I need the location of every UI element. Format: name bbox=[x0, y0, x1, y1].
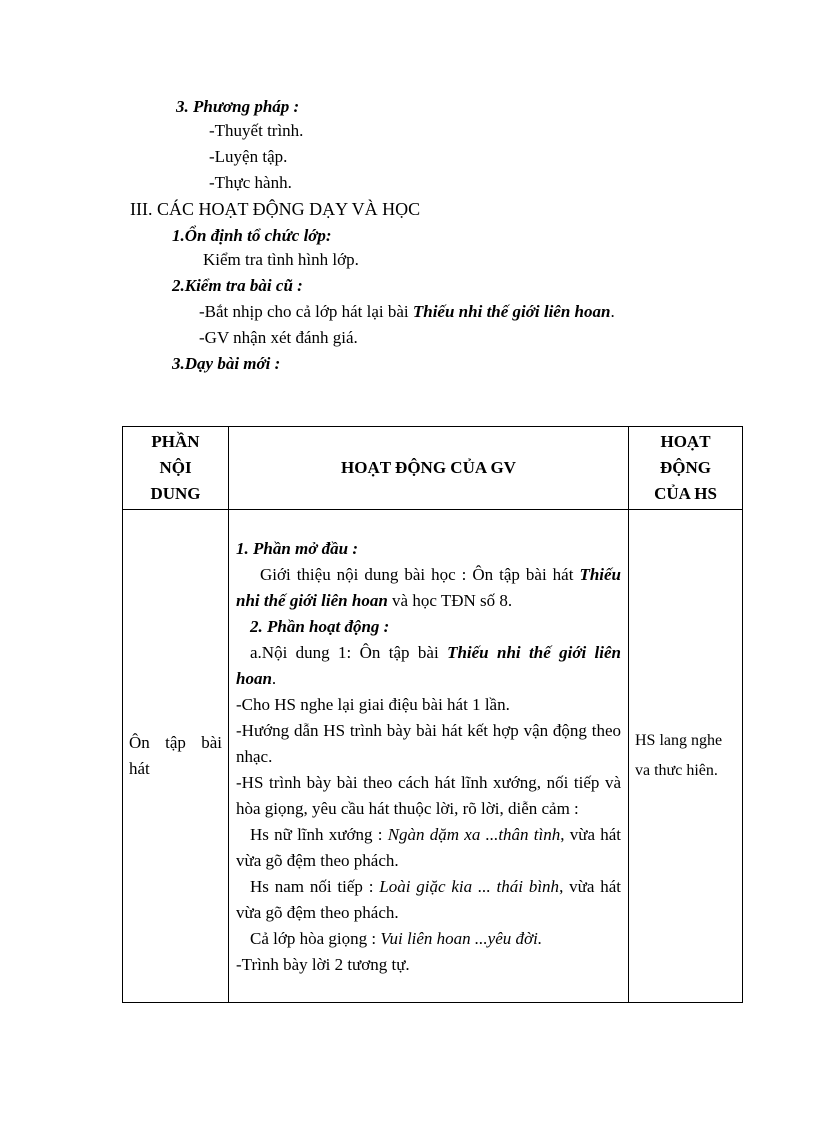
header-student bbox=[629, 427, 743, 510]
part2-heading: 2. Phần hoạt động : bbox=[250, 617, 390, 636]
teacher-step: -HS trình bày bài theo cách hát lĩnh xướng, nối tiếp và hòa giọng, yêu cầu hát thuộc lời, rõ lời, diễn cảm : bbox=[236, 773, 621, 818]
step-suffix: , vừa hát vừa gõ đệm theo phách. bbox=[236, 825, 621, 870]
method-item: -Luyện tập. bbox=[209, 147, 288, 166]
teacher-activity-cell bbox=[229, 510, 629, 1003]
part1-text-a: Giới thiệu nội dung bài học : Ôn tập bài hát bbox=[260, 565, 580, 584]
step-suffix: , vừa hát vừa gõ đệm theo phách. bbox=[236, 877, 622, 922]
content-cell: Ôn tập bài hát bbox=[123, 510, 229, 1003]
header-line: NỘI bbox=[159, 458, 192, 477]
header-line: DUNG bbox=[150, 484, 201, 503]
step1-heading: 1.Ổn định tổ chức lớp: bbox=[172, 226, 332, 245]
header-line: ĐỘNG bbox=[660, 458, 711, 477]
teacher-step-female bbox=[236, 822, 621, 874]
content-a-prefix: a.Nội dung 1: Ôn tập bài bbox=[250, 643, 448, 662]
step2-line1-suffix: . bbox=[610, 302, 615, 321]
song-title: Thiếu nhi thế giới liên hoan bbox=[236, 565, 621, 610]
table-row bbox=[123, 510, 743, 1003]
teacher-step: -Trình bày lời 2 tương tự. bbox=[236, 955, 410, 974]
lyric: Ngàn dặm xa ...thân tình bbox=[387, 825, 561, 844]
header-teacher: HOẠT ĐỘNG CỦA GV bbox=[229, 427, 629, 510]
step2-heading: 2.Kiểm tra bài cũ : bbox=[172, 276, 303, 295]
teacher-step-male bbox=[236, 874, 621, 926]
song-title: Thiếu nhi thế giới liên hoan bbox=[412, 302, 611, 321]
header-line: CỦA HS bbox=[654, 484, 717, 503]
method-item: -Thuyết trình. bbox=[209, 121, 304, 140]
part1-text bbox=[236, 562, 621, 614]
teacher-step: -Hướng dẫn HS trình bày bài hát kết hợp vận động theo nhạc. bbox=[236, 721, 621, 766]
step2-line1-text: -Bắt nhịp cho cả lớp hát lại bài bbox=[199, 302, 413, 321]
header-line: PHẦN bbox=[151, 432, 200, 451]
lesson-table bbox=[122, 426, 743, 1003]
step3-heading: 3.Dạy bài mới : bbox=[172, 354, 281, 373]
content-a-suffix: . bbox=[271, 669, 277, 688]
section-heading: III. CÁC HOẠT ĐỘNG DẠY VÀ HỌC bbox=[130, 199, 421, 219]
song-title: Thiếu nhi thế giới liên hoan bbox=[236, 643, 621, 688]
teacher-step: -Cho HS nghe lại giai điệu bài hát 1 lần. bbox=[236, 695, 510, 714]
step2-line1 bbox=[199, 303, 615, 320]
lyric: Loài giặc kia ... thái bình bbox=[379, 877, 560, 896]
lyric: Vui liên hoan ...yêu đời. bbox=[380, 929, 543, 948]
method-heading: 3. Phương pháp : bbox=[176, 97, 300, 116]
step2-line2: -GV nhận xét đánh giá. bbox=[199, 328, 358, 347]
part1-text-b: và học TĐN số 8. bbox=[387, 591, 513, 610]
header-content bbox=[123, 427, 229, 510]
table-header-row bbox=[123, 427, 743, 510]
step-prefix: Cả lớp hòa giọng : bbox=[250, 929, 381, 948]
method-item: -Thực hành. bbox=[209, 173, 292, 192]
step1-text: Kiểm tra tình hình lớp. bbox=[203, 250, 359, 269]
step-prefix: Hs nam nối tiếp : bbox=[250, 877, 380, 896]
header-line: HOẠT bbox=[660, 432, 711, 451]
student-activity-cell: HS lang nghe va thưc hiên. bbox=[629, 510, 743, 1003]
step-prefix: Hs nữ lĩnh xướng : bbox=[250, 825, 388, 844]
content-a bbox=[236, 640, 621, 692]
part1-heading: 1. Phần mở đầu : bbox=[236, 539, 359, 558]
teacher-step-class bbox=[236, 926, 621, 952]
